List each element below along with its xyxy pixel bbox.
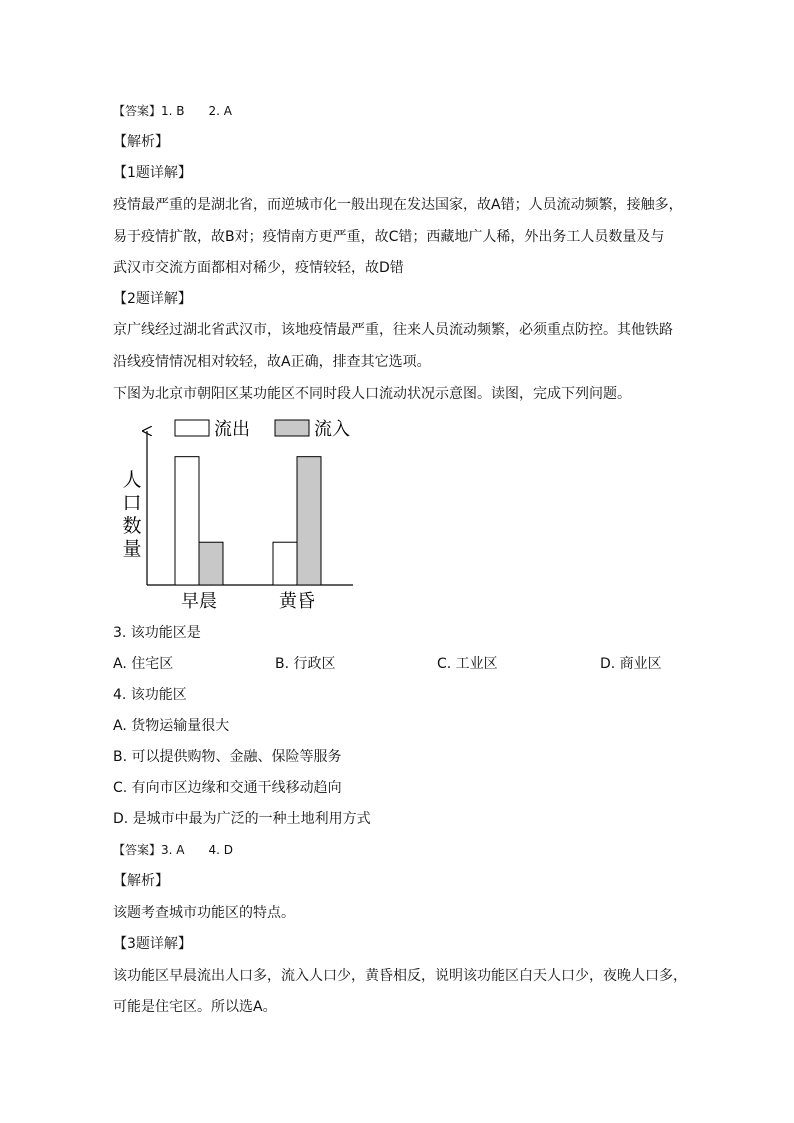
bar-outflow-2 — [273, 542, 297, 585]
bar-inflow-2 — [297, 457, 321, 585]
analysis-heading-2: 【解析】 — [113, 873, 169, 889]
legend-label-inflow: 流入 — [314, 419, 350, 440]
q1-text-line-2: 易于疫情扩散，故B对；疫情南方更严重，故C错；西藏地广人稀，外出务工人员数量及与 — [113, 229, 665, 245]
q3-text-line-1: 该功能区早晨流出人口多，流入人口少，黄昏相反，说明该功能区白天人口少，夜晚人口多， — [113, 968, 687, 984]
q3-option-b[interactable]: B. 行政区 — [275, 656, 336, 672]
ylabel-char-3: 数 — [122, 515, 142, 537]
q3-text-line-2: 可能是住宅区。所以选A。 — [113, 999, 277, 1015]
legend-label-outflow: 流出 — [214, 419, 250, 440]
q2-text-line-2: 沿线疫情情况相对较轻，故A正确，排查其它选项。 — [113, 354, 431, 370]
legend-swatch-outflow — [175, 420, 209, 436]
q3-heading: 【3题详解】 — [113, 936, 192, 952]
ylabel-char-1: 人 — [122, 469, 142, 491]
chart-bars — [175, 457, 321, 585]
q3-stem: 3. 该功能区是 — [113, 625, 201, 641]
bar-inflow-1 — [199, 542, 223, 585]
q2-heading: 【2题详解】 — [113, 291, 192, 307]
q3-option-a[interactable]: A. 住宅区 — [113, 656, 174, 672]
x-tick-labels — [181, 591, 315, 612]
q1-heading: 【1题详解】 — [113, 165, 192, 181]
q1-text-line-1: 疫情最严重的是湖北省，而逆城市化一般出现在发达国家，故A错；人员流动频繁，接触多， — [113, 197, 683, 213]
q2-text-line-1: 京广线经过湖北省武汉市，该地疫情最严重，往来人员流动频繁，必须重点防控。其他铁路 — [113, 322, 673, 338]
y-axis-label — [122, 469, 141, 560]
analysis-heading-1: 【解析】 — [113, 134, 169, 150]
q4-option-b[interactable]: B. 可以提供购物、金融、保险等服务 — [113, 749, 342, 765]
q3-option-c[interactable]: C. 工业区 — [437, 656, 498, 672]
q4-stem: 4. 该功能区 — [113, 687, 187, 703]
q3-option-d[interactable]: D. 商业区 — [600, 656, 662, 672]
q4-option-d[interactable]: D. 是城市中最为广泛的一种土地利用方式 — [113, 811, 371, 827]
answer-line-1: 【答案】1. B 2. A — [113, 104, 232, 118]
analysis-text-2: 该题考查城市功能区的特点。 — [113, 905, 295, 921]
ylabel-char-4: 量 — [122, 538, 142, 560]
ylabel-char-2: 口 — [122, 492, 142, 514]
x-tick-label-1: 早晨 — [181, 591, 217, 612]
x-tick-label-2: 黄昏 — [279, 591, 315, 612]
q1-text-line-3: 武汉市交流方面都相对稀少，疫情较轻，故D错 — [113, 260, 404, 276]
bar-outflow-1 — [175, 457, 199, 585]
chart-legend — [175, 419, 350, 440]
population-flow-chart — [115, 413, 365, 613]
answer-line-2: 【答案】3. A 4. D — [113, 843, 233, 857]
q4-option-c[interactable]: C. 有向市区边缘和交通干线移动趋向 — [113, 780, 342, 796]
legend-swatch-inflow — [275, 420, 309, 436]
chart-intro: 下图为北京市朝阳区某功能区不同时段人口流动状况示意图。读图，完成下列问题。 — [113, 386, 631, 402]
q4-option-a[interactable]: A. 货物运输量很大 — [113, 718, 230, 734]
